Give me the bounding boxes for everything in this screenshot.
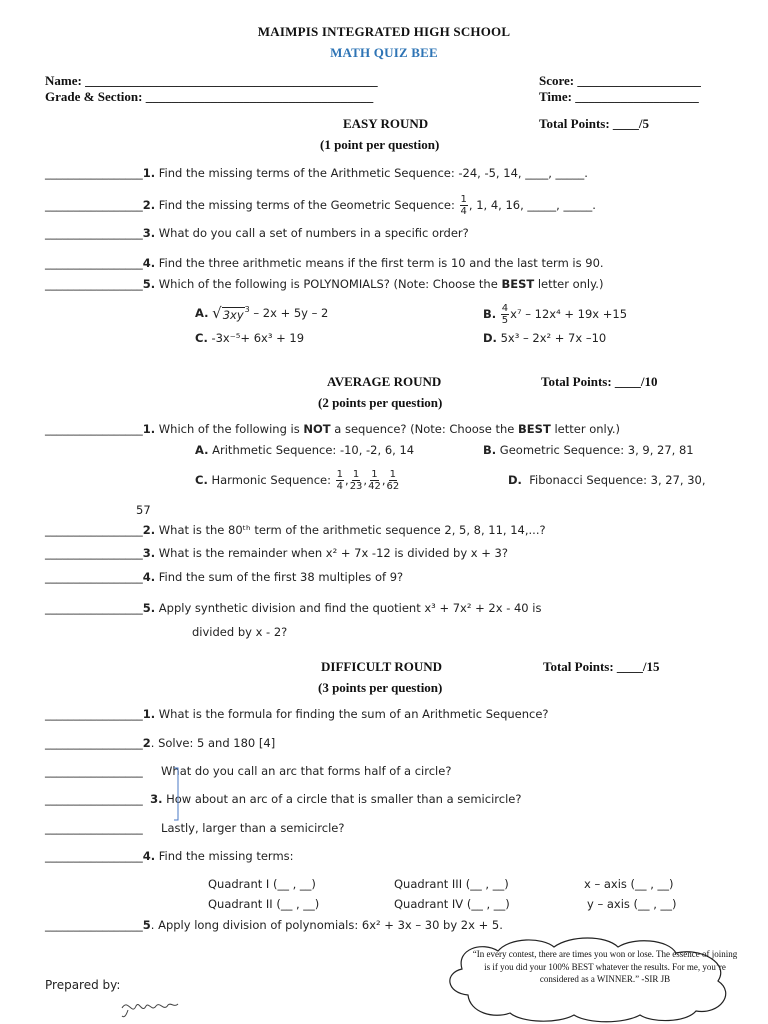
difficult-question-5: _________________5. Apply long division of polynomials: 6x² + 3x – 30 by 2x + 5. [45,918,503,932]
grade-section-field[interactable]: Grade & Section: ___________________________________ [45,89,374,104]
answer-blank[interactable]: _________________ [45,546,143,560]
time-field[interactable]: Time: ___________________ [539,89,699,104]
quadrant-iv: Quadrant IV (__ , __) [394,897,510,911]
answer-blank[interactable]: _________________ [45,736,143,750]
question-text: Find the missing terms of the Arithmetic Sequence: -24, -5, 14, ____, _____. [158,166,588,180]
difficult-question-3c: _________________ Lastly, larger than a semicircle? [45,821,345,835]
answer-blank[interactable]: _________________ [45,166,143,180]
answer-blank[interactable]: _________________ [45,764,143,778]
difficult-question-2: _________________2. Solve: 5 and 180 [4] [45,736,276,750]
difficult-question-3a: _________________ What do you call an arc that forms half of a circle? [45,764,452,778]
fraction: $\frac{1}{23}$ [349,468,363,492]
difficult-total-points: Total Points: ____/15 [543,659,660,674]
average-points-per-question: (2 points per question) [318,395,443,410]
average-option-c: C. Harmonic Sequence: $\frac{1}{4}$ , $\frac{1}{23}$ , $\frac{1}{42}$ , $\frac{1}{62}$ [195,468,400,492]
question-text: Which of the following is POLYNOMIALS? (Note: Choose the [158,277,498,291]
average-round-title: AVERAGE ROUND [327,374,442,389]
fraction: $\frac{1}{4}$ [460,193,467,217]
emphasis-best: BEST [518,422,551,436]
easy-option-d: D. 5x³ – 2x² + 7x –10 [483,331,607,345]
difficult-round-title: DIFFICULT ROUND [321,659,442,674]
quiz-title: MATH QUIZ BEE [330,45,438,60]
answer-blank[interactable]: _________________ [45,821,143,835]
question-text: Find the missing terms of the Geometric Sequence: [158,198,455,212]
question-text-cont: letter only.) [537,277,604,291]
quadrant-ii: Quadrant II (__ , __) [208,897,320,911]
easy-option-a: A. √ 3xy 3 – 2x + 5y – 2 [195,304,329,322]
quadrant-iii: Quadrant III (__ , __) [394,877,509,891]
signature [118,994,182,1020]
answer-blank[interactable]: _________________ [45,523,143,537]
easy-question-3: _________________3. What do you call a set of numbers in a specific order? [45,226,469,240]
difficult-question-4: _________________4. Find the missing terms: [45,849,294,863]
difficult-points-per-question: (3 points per question) [318,680,443,695]
average-question-5: _________________5. Apply synthetic division and find the quotient x³ + 7x² + 2x - 40 is [45,601,542,615]
answer-blank[interactable]: _________________ [45,226,143,240]
average-option-d: D. Fibonacci Sequence: 3, 27, 30, [508,473,706,487]
easy-points-per-question: (1 point per question) [320,137,440,152]
average-question-4: _________________4. Find the sum of the first 38 multiples of 9? [45,570,404,584]
easy-question-1: _________________1. Find the missing terms of the Arithmetic Sequence: -24, -5, 14, ____, _____. [45,166,588,180]
fraction: $\frac{4}{5}$ [501,302,509,326]
question-text: Find the three arithmetic means if the first term is 10 and the last term is 90. [158,256,604,270]
easy-question-2: _________________ 2. Find the missing terms of the Geometric Sequence: $\frac{1}{4}$ , 1, 4, 16, _____, _____. [45,193,596,217]
average-option-a: A. Arithmetic Sequence: -10, -2, 6, 14 [195,443,415,457]
answer-blank[interactable]: _________________ [45,198,143,212]
easy-total-points: Total Points: ____/5 [539,116,650,131]
difficult-question-3b: _________________ 3. How about an arc of a circle that is smaller than a semicircle? [45,792,522,806]
difficult-question-1: _________________1. What is the formula for finding the sum of an Arithmetic Sequence? [45,707,549,721]
quote-text: “In every contest, there are times you won or lose. The essence of joining is if you did your 100% BEST whatever the results. For me, you’re considered as a WINNER.” -SIR JB [472,949,738,984]
prepared-by-label: Prepared by: [45,978,121,992]
average-option-b: B. Geometric Sequence: 3, 9, 27, 81 [483,443,694,457]
answer-blank[interactable]: _________________ [45,601,143,615]
school-name: MAIMPIS INTEGRATED HIGH SCHOOL [257,24,511,39]
answer-blank[interactable]: _________________ [45,849,143,863]
bracket-icon [172,766,182,822]
easy-option-c: C. -3x⁻⁵+ 6x³ + 19 [195,331,305,345]
score-field[interactable]: Score: ___________________ [539,73,701,88]
answer-blank[interactable]: _________________ [45,422,143,436]
fraction: $\frac{1}{42}$ [368,468,381,492]
question-text-cont: , 1, 4, 16, _____, _____. [468,198,596,212]
easy-round-title: EASY ROUND [343,116,429,131]
average-question-2: _________________2. What is the 80ᵗʰ term of the arithmetic sequence 2, 5, 8, 11, 14,...? [45,523,546,537]
average-total-points: Total Points: ____/10 [541,374,658,389]
question-text: What do you call a set of numbers in a specific order? [158,226,469,240]
answer-blank[interactable]: _________________ [45,256,143,270]
answer-blank[interactable]: _________________ [45,570,143,584]
emphasis-not: NOT [303,422,331,436]
x-axis: x – axis (__ , __) [584,877,674,891]
answer-blank[interactable]: _________________ [45,792,143,806]
answer-blank[interactable]: _________________ [45,277,143,291]
radical-expression: √ 3xy 3 [212,304,250,322]
fraction: $\frac{1}{4}$ [336,468,344,492]
average-question-5-cont: divided by x - 2? [192,625,288,639]
fraction: $\frac{1}{62}$ [386,468,400,492]
easy-option-b: B. $\frac{4}{5}$ x⁷ – 12x⁴ + 19x +15 [483,302,628,326]
easy-question-4: _________________4. Find the three arithmetic means if the first term is 10 and the last term is 90. [45,256,604,270]
answer-blank[interactable]: _________________ [45,918,143,932]
easy-question-5: _________________5. Which of the following is POLYNOMIALS? (Note: Choose the BEST letter only.) [45,277,604,291]
quadrant-i: Quadrant I (__ , __) [208,877,316,891]
average-option-d-cont: 57 [136,503,151,517]
emphasis-best: BEST [501,277,535,291]
name-field[interactable]: Name: _____________________________________________ [45,73,378,88]
average-question-1: _________________1. Which of the following is NOT a sequence? (Note: Choose the BEST letter only.) [45,422,621,436]
answer-blank[interactable]: _________________ [45,707,143,721]
y-axis: y – axis (__ , __) [587,897,677,911]
average-question-3: _________________3. What is the remainder when x² + 7x -12 is divided by x + 3? [45,546,508,560]
